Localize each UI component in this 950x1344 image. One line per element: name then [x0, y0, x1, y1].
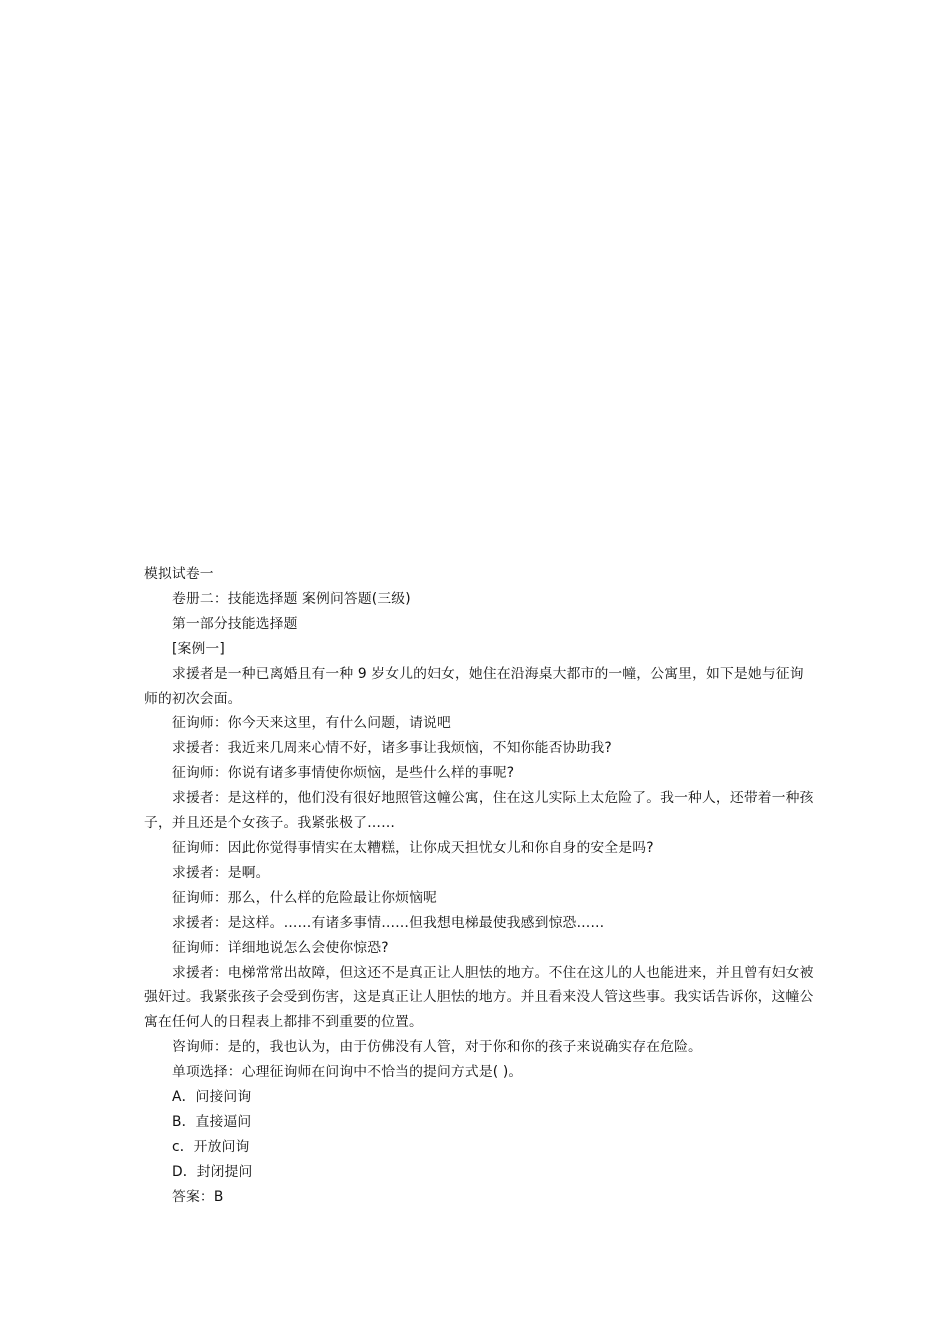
- case-intro-paragraph: 求援者是一种已离婚且有一种 9 岁女儿的妇女，她住在沿海桌大都市的一幢，公寓里，如下是她与征询师的初次会面。: [144, 665, 804, 707]
- dialogue-line: 求援者：我近来几周来心情不好，诸多事让我烦恼，不知你能否协助我?: [172, 740, 612, 757]
- option-a: A．问接问询: [172, 1089, 252, 1106]
- case-heading: [案例一]: [172, 640, 225, 657]
- dialogue-line: 征询师：详细地说怎么会使你惊恐?: [172, 939, 389, 956]
- dialogue-line: 征询师：你今天来这里，有什么问题，请说吧: [172, 715, 451, 732]
- section-heading: 卷册二：技能选择题 案例问答题(三级): [172, 590, 411, 607]
- option-b: B．直接逼问: [172, 1113, 252, 1130]
- document-title: 模拟试卷一: [144, 566, 214, 582]
- dialogue-line: 咨询师：是的，我也认为，由于仿佛没有人管，对于你和你的孩子来说确实存在危险。: [172, 1039, 702, 1056]
- option-c: c．开放问询: [172, 1138, 250, 1155]
- dialogue-line: 求援者：电梯常常出故障，但这还不是真正让人胆怯的地方。不住在这儿的人也能进来，并且曾有妇女被强奸过。我紧张孩子会受到伤害，这是真正让人胆怯的地方。并且看来没人管这些事。我实话告诉你，这幢公寓在任何人的日程表上都排不到重要的位置。: [144, 964, 814, 1031]
- dialogue-line: 征询师：因此你觉得事情实在太糟糕，让你成天担忧女儿和你自身的安全是吗?: [172, 839, 654, 856]
- part-heading: 第一部分技能选择题: [172, 615, 298, 632]
- dialogue-line: 求援者：是这样的，他们没有很好地照管这幢公寓，住在这儿实际上太危险了。我一种人，还带着一种孩子，并且还是个女孩子。我紧张极了……: [144, 790, 814, 832]
- option-d: D．封闭提问: [172, 1163, 253, 1180]
- dialogue-line: 求援者：是这样。……有诸多事情……但我想电梯最使我感到惊恐……: [172, 914, 605, 931]
- dialogue-line: 征询师：你说有诸多事情使你烦恼，是些什么样的事呢?: [172, 765, 515, 782]
- answer-line: 答案：B: [172, 1188, 224, 1205]
- dialogue-line: 求援者：是啊。: [172, 864, 270, 881]
- dialogue-line: 征询师：那么，什么样的危险最让你烦恼呢: [172, 889, 437, 906]
- document-body: [144, 562, 816, 1210]
- question-prompt: 单项选择：心理征询师在问询中不恰当的提问方式是( )。: [172, 1064, 523, 1081]
